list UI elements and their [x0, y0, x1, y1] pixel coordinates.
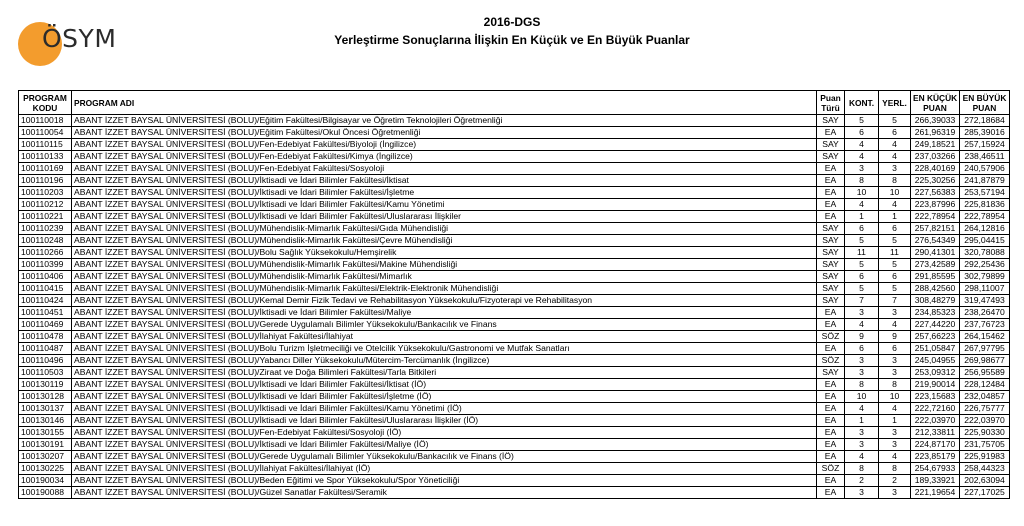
- cell-min-score: 222,03970: [911, 415, 960, 427]
- cell-score-type: EA: [817, 379, 845, 391]
- cell-min-score: 273,42589: [911, 259, 960, 271]
- cell-quota: 5: [845, 259, 879, 271]
- cell-min-score: 254,67933: [911, 463, 960, 475]
- cell-program-name: ABANT İZZET BAYSAL ÜNİVERSİTESİ (BOLU)/Mühendislik-Mimarlık Fakültesi/Çevre Mühendisliği: [72, 235, 817, 247]
- cell-quota: 6: [845, 343, 879, 355]
- cell-program-code: 100110212: [19, 199, 72, 211]
- cell-min-score: 227,56383: [911, 187, 960, 199]
- table-row: [19, 259, 1010, 271]
- cell-placed: 6: [879, 343, 911, 355]
- header-program-code-line1: PROGRAM: [23, 92, 67, 103]
- cell-program-name: ABANT İZZET BAYSAL ÜNİVERSİTESİ (BOLU)/Beden Eğitimi ve Spor Yüksekokulu/Spor Yöneticiliği: [72, 475, 817, 487]
- cell-score-type: EA: [817, 199, 845, 211]
- cell-program-name: ABANT İZZET BAYSAL ÜNİVERSİTESİ (BOLU)/İktisadi ve İdari Bilimler Fakültesi/Kamu Yönetimi (İÖ): [72, 403, 817, 415]
- cell-score-type: EA: [817, 211, 845, 223]
- cell-quota: 3: [845, 367, 879, 379]
- table-row: [19, 439, 1010, 451]
- cell-program-code: 100110203: [19, 187, 72, 199]
- cell-score-type: EA: [817, 391, 845, 403]
- cell-max-score: 295,04415: [960, 235, 1010, 247]
- table-row: [19, 415, 1010, 427]
- cell-max-score: 319,47493: [960, 295, 1010, 307]
- cell-min-score: 221,19654: [911, 487, 960, 499]
- cell-quota: 1: [845, 415, 879, 427]
- cell-min-score: 222,72160: [911, 403, 960, 415]
- cell-score-type: EA: [817, 307, 845, 319]
- table-row: [19, 367, 1010, 379]
- cell-quota: 8: [845, 175, 879, 187]
- cell-max-score: 225,81836: [960, 199, 1010, 211]
- cell-program-name: ABANT İZZET BAYSAL ÜNİVERSİTESİ (BOLU)/Kemal Demir Fizik Tedavi ve Rehabilitasyon Yüksekokulu/Fizyoterapi ve Rehabilitasyon: [72, 295, 817, 307]
- cell-placed: 2: [879, 475, 911, 487]
- cell-program-code: 100190034: [19, 475, 72, 487]
- cell-program-name: ABANT İZZET BAYSAL ÜNİVERSİTESİ (BOLU)/Mühendislik-Mimarlık Fakültesi/Makine Mühendisliği: [72, 259, 817, 271]
- cell-quota: 4: [845, 319, 879, 331]
- cell-program-name: ABANT İZZET BAYSAL ÜNİVERSİTESİ (BOLU)/Fen-Edebiyat Fakültesi/Kimya (İngilizce): [72, 151, 817, 163]
- table-row: [19, 139, 1010, 151]
- cell-min-score: 223,85179: [911, 451, 960, 463]
- cell-min-score: 291,85595: [911, 271, 960, 283]
- cell-max-score: 256,95589: [960, 367, 1010, 379]
- table-row: [19, 343, 1010, 355]
- table-row: [19, 163, 1010, 175]
- cell-program-name: ABANT İZZET BAYSAL ÜNİVERSİTESİ (BOLU)/İktisadi ve İdari Bilimler Fakültesi/İktisat (İÖ): [72, 379, 817, 391]
- cell-placed: 4: [879, 319, 911, 331]
- cell-quota: 3: [845, 307, 879, 319]
- table-row: [19, 475, 1010, 487]
- cell-program-name: ABANT İZZET BAYSAL ÜNİVERSİTESİ (BOLU)/Mühendislik-Mimarlık Fakültesi/Mimarlık: [72, 271, 817, 283]
- cell-quota: 9: [845, 331, 879, 343]
- header-program-name: [72, 91, 817, 115]
- cell-program-code: 100190088: [19, 487, 72, 499]
- cell-program-code: 100130119: [19, 379, 72, 391]
- cell-program-code: 100110496: [19, 355, 72, 367]
- table-row: [19, 187, 1010, 199]
- cell-min-score: 245,04955: [911, 355, 960, 367]
- cell-max-score: 302,79899: [960, 271, 1010, 283]
- table-row: [19, 463, 1010, 475]
- cell-min-score: 290,41301: [911, 247, 960, 259]
- cell-max-score: 269,98677: [960, 355, 1010, 367]
- cell-min-score: 257,66223: [911, 331, 960, 343]
- cell-quota: 5: [845, 235, 879, 247]
- table-row: [19, 115, 1010, 127]
- cell-quota: 2: [845, 475, 879, 487]
- cell-quota: 4: [845, 199, 879, 211]
- table-header-row: [19, 91, 1010, 115]
- cell-program-code: 100110266: [19, 247, 72, 259]
- cell-min-score: 212,33811: [911, 427, 960, 439]
- cell-placed: 8: [879, 379, 911, 391]
- cell-program-code: 100110133: [19, 151, 72, 163]
- cell-program-name: ABANT İZZET BAYSAL ÜNİVERSİTESİ (BOLU)/Eğitim Fakültesi/Okul Öncesi Öğretmenliği: [72, 127, 817, 139]
- cell-program-code: 100130207: [19, 451, 72, 463]
- cell-placed: 4: [879, 403, 911, 415]
- cell-max-score: 238,26470: [960, 307, 1010, 319]
- cell-placed: 3: [879, 307, 911, 319]
- cell-score-type: EA: [817, 319, 845, 331]
- cell-program-code: 100110054: [19, 127, 72, 139]
- cell-min-score: 288,42560: [911, 283, 960, 295]
- cell-score-type: EA: [817, 487, 845, 499]
- cell-max-score: 227,17025: [960, 487, 1010, 499]
- table-row: [19, 247, 1010, 259]
- cell-program-name: ABANT İZZET BAYSAL ÜNİVERSİTESİ (BOLU)/Yabancı Diller Yüksekokulu/Mütercim-Tercümanlık (İngilizce): [72, 355, 817, 367]
- cell-min-score: 227,44220: [911, 319, 960, 331]
- cell-min-score: 223,87996: [911, 199, 960, 211]
- table-body: [19, 115, 1010, 499]
- cell-quota: 3: [845, 487, 879, 499]
- cell-program-name: ABANT İZZET BAYSAL ÜNİVERSİTESİ (BOLU)/Fen-Edebiyat Fakültesi/Sosyoloji (İÖ): [72, 427, 817, 439]
- cell-placed: 10: [879, 391, 911, 403]
- cell-program-name: ABANT İZZET BAYSAL ÜNİVERSİTESİ (BOLU)/İktisadi ve İdari Bilimler Fakültesi/İşletme: [72, 187, 817, 199]
- cell-program-code: 100110487: [19, 343, 72, 355]
- cell-program-name: ABANT İZZET BAYSAL ÜNİVERSİTESİ (BOLU)/Gerede Uygulamalı Bilimler Yüksekokulu/Bankacılık ve Finans: [72, 319, 817, 331]
- cell-program-code: 100110239: [19, 223, 72, 235]
- table-row: [19, 175, 1010, 187]
- cell-min-score: 276,54349: [911, 235, 960, 247]
- page-title: 2016-DGS: [483, 15, 541, 29]
- cell-placed: 10: [879, 187, 911, 199]
- table-row: [19, 223, 1010, 235]
- table-row: [19, 211, 1010, 223]
- cell-placed: 6: [879, 223, 911, 235]
- header-max-score: [960, 91, 1010, 115]
- table-row: [19, 391, 1010, 403]
- cell-placed: 4: [879, 199, 911, 211]
- cell-score-type: SÖZ: [817, 355, 845, 367]
- cell-program-name: ABANT İZZET BAYSAL ÜNİVERSİTESİ (BOLU)/İlahiyat Fakültesi/İlahiyat: [72, 331, 817, 343]
- cell-placed: 3: [879, 427, 911, 439]
- cell-max-score: 253,57194: [960, 187, 1010, 199]
- header-min-score-line2: PUAN: [923, 102, 947, 113]
- cell-score-type: SAY: [817, 295, 845, 307]
- cell-min-score: 261,96319: [911, 127, 960, 139]
- cell-program-name: ABANT İZZET BAYSAL ÜNİVERSİTESİ (BOLU)/Fen-Edebiyat Fakültesi/Biyoloji (İngilizce): [72, 139, 817, 151]
- cell-placed: 11: [879, 247, 911, 259]
- cell-program-name: ABANT İZZET BAYSAL ÜNİVERSİTESİ (BOLU)/İktisadi ve İdari Bilimler Fakültesi/Maliye: [72, 307, 817, 319]
- cell-program-name: ABANT İZZET BAYSAL ÜNİVERSİTESİ (BOLU)/İlahiyat Fakültesi/İlahiyat (İÖ): [72, 463, 817, 475]
- table-row: [19, 403, 1010, 415]
- cell-placed: 3: [879, 367, 911, 379]
- header-max-score-line2: PUAN: [972, 102, 997, 113]
- page-subtitle: Yerleştirme Sonuçlarına İlişkin En Küçük ve En Büyük Puanlar: [334, 33, 690, 47]
- cell-score-type: SAY: [817, 139, 845, 151]
- cell-program-name: ABANT İZZET BAYSAL ÜNİVERSİTESİ (BOLU)/Mühendislik-Mimarlık Fakültesi/Elektrik-Elektronik Mühendisliği: [72, 283, 817, 295]
- cell-min-score: 308,48279: [911, 295, 960, 307]
- cell-max-score: 226,75777: [960, 403, 1010, 415]
- cell-max-score: 320,78088: [960, 247, 1010, 259]
- cell-placed: 6: [879, 271, 911, 283]
- cell-min-score: 219,90014: [911, 379, 960, 391]
- cell-score-type: EA: [817, 403, 845, 415]
- cell-min-score: 251,05847: [911, 343, 960, 355]
- cell-max-score: 225,90330: [960, 427, 1010, 439]
- cell-max-score: 285,39016: [960, 127, 1010, 139]
- table-row: [19, 127, 1010, 139]
- cell-program-code: 100110469: [19, 319, 72, 331]
- cell-min-score: 225,30256: [911, 175, 960, 187]
- cell-program-code: 100110196: [19, 175, 72, 187]
- cell-max-score: 264,15462: [960, 331, 1010, 343]
- cell-quota: 8: [845, 463, 879, 475]
- cell-program-name: ABANT İZZET BAYSAL ÜNİVERSİTESİ (BOLU)/Gerede Uygulamalı Bilimler Yüksekokulu/Bankacılık ve Finans (İÖ): [72, 451, 817, 463]
- cell-min-score: 237,03266: [911, 151, 960, 163]
- cell-quota: 4: [845, 403, 879, 415]
- table-row: [19, 151, 1010, 163]
- cell-program-code: 100130191: [19, 439, 72, 451]
- cell-min-score: 257,82151: [911, 223, 960, 235]
- cell-placed: 4: [879, 451, 911, 463]
- cell-quota: 3: [845, 163, 879, 175]
- cell-quota: 11: [845, 247, 879, 259]
- cell-score-type: EA: [817, 451, 845, 463]
- cell-max-score: 237,76723: [960, 319, 1010, 331]
- header-score-type-line1: Puan: [820, 92, 841, 103]
- table-row: [19, 319, 1010, 331]
- page-header: [0, 14, 1024, 48]
- table-row: [19, 427, 1010, 439]
- cell-program-code: 100130137: [19, 403, 72, 415]
- cell-quota: 3: [845, 427, 879, 439]
- cell-program-code: 100110478: [19, 331, 72, 343]
- cell-quota: 6: [845, 223, 879, 235]
- cell-placed: 5: [879, 235, 911, 247]
- table-row: [19, 331, 1010, 343]
- cell-program-code: 100110221: [19, 211, 72, 223]
- cell-quota: 5: [845, 115, 879, 127]
- cell-placed: 1: [879, 211, 911, 223]
- cell-placed: 3: [879, 487, 911, 499]
- header-program-name-label: PROGRAM ADI: [74, 97, 135, 108]
- cell-quota: 4: [845, 451, 879, 463]
- cell-quota: 6: [845, 271, 879, 283]
- table-row: [19, 355, 1010, 367]
- cell-min-score: 189,33921: [911, 475, 960, 487]
- cell-score-type: EA: [817, 187, 845, 199]
- cell-max-score: 232,04857: [960, 391, 1010, 403]
- cell-program-code: 100110415: [19, 283, 72, 295]
- cell-max-score: 258,44323: [960, 463, 1010, 475]
- header-program-code: [19, 91, 72, 115]
- cell-placed: 3: [879, 163, 911, 175]
- cell-score-type: SAY: [817, 259, 845, 271]
- cell-max-score: 222,03970: [960, 415, 1010, 427]
- table-row: [19, 271, 1010, 283]
- cell-score-type: SÖZ: [817, 331, 845, 343]
- table-row: [19, 379, 1010, 391]
- cell-program-code: 100110399: [19, 259, 72, 271]
- cell-score-type: EA: [817, 163, 845, 175]
- cell-score-type: SAY: [817, 367, 845, 379]
- cell-program-code: 100110424: [19, 295, 72, 307]
- cell-program-name: ABANT İZZET BAYSAL ÜNİVERSİTESİ (BOLU)/İktisadi ve İdari Bilimler Fakültesi/Uluslararası İlişkiler (İÖ): [72, 415, 817, 427]
- cell-score-type: SAY: [817, 283, 845, 295]
- cell-program-name: ABANT İZZET BAYSAL ÜNİVERSİTESİ (BOLU)/Eğitim Fakültesi/Bilgisayar ve Öğretim Teknolojileri Öğretmenliği: [72, 115, 817, 127]
- cell-program-code: 100110503: [19, 367, 72, 379]
- cell-min-score: 266,39033: [911, 115, 960, 127]
- cell-program-name: ABANT İZZET BAYSAL ÜNİVERSİTESİ (BOLU)/İktisadi ve İdari Bilimler Fakültesi/İktisat: [72, 175, 817, 187]
- cell-placed: 5: [879, 283, 911, 295]
- cell-quota: 7: [845, 295, 879, 307]
- table-row: [19, 487, 1010, 499]
- cell-score-type: SAY: [817, 247, 845, 259]
- header-placed-label: YERL.: [882, 97, 907, 108]
- table-row: [19, 235, 1010, 247]
- cell-quota: 3: [845, 355, 879, 367]
- cell-score-type: EA: [817, 415, 845, 427]
- cell-score-type: EA: [817, 127, 845, 139]
- cell-max-score: 225,91983: [960, 451, 1010, 463]
- table-row: [19, 451, 1010, 463]
- header-score-type-line2: Türü: [821, 102, 840, 113]
- cell-max-score: 292,25436: [960, 259, 1010, 271]
- cell-placed: 8: [879, 175, 911, 187]
- cell-score-type: EA: [817, 427, 845, 439]
- cell-quota: 6: [845, 127, 879, 139]
- cell-program-name: ABANT İZZET BAYSAL ÜNİVERSİTESİ (BOLU)/Mühendislik-Mimarlık Fakültesi/Gıda Mühendisliği: [72, 223, 817, 235]
- cell-placed: 5: [879, 259, 911, 271]
- cell-quota: 4: [845, 139, 879, 151]
- cell-score-type: SAY: [817, 235, 845, 247]
- cell-program-code: 100130155: [19, 427, 72, 439]
- cell-program-name: ABANT İZZET BAYSAL ÜNİVERSİTESİ (BOLU)/Ziraat ve Doğa Bilimleri Fakültesi/Tarla Bitkileri: [72, 367, 817, 379]
- cell-placed: 7: [879, 295, 911, 307]
- header-placed: [879, 91, 911, 115]
- cell-placed: 6: [879, 127, 911, 139]
- cell-placed: 5: [879, 115, 911, 127]
- cell-program-name: ABANT İZZET BAYSAL ÜNİVERSİTESİ (BOLU)/Fen-Edebiyat Fakültesi/Sosyoloji: [72, 163, 817, 175]
- cell-max-score: 257,15924: [960, 139, 1010, 151]
- cell-program-code: 100110406: [19, 271, 72, 283]
- cell-program-name: ABANT İZZET BAYSAL ÜNİVERSİTESİ (BOLU)/İktisadi ve İdari Bilimler Fakültesi/Uluslararası İlişkiler: [72, 211, 817, 223]
- header-program-code-line2: KODU: [32, 102, 58, 113]
- cell-min-score: 224,87170: [911, 439, 960, 451]
- table-row: [19, 199, 1010, 211]
- header-quota: [845, 91, 879, 115]
- cell-min-score: 253,09312: [911, 367, 960, 379]
- cell-program-code: 100130128: [19, 391, 72, 403]
- cell-max-score: 222,78954: [960, 211, 1010, 223]
- cell-program-code: 100110115: [19, 139, 72, 151]
- cell-max-score: 238,46511: [960, 151, 1010, 163]
- cell-program-name: ABANT İZZET BAYSAL ÜNİVERSİTESİ (BOLU)/İktisadi ve İdari Bilimler Fakültesi/Kamu Yönetimi: [72, 199, 817, 211]
- cell-max-score: 231,75705: [960, 439, 1010, 451]
- header-score-type: [817, 91, 845, 115]
- cell-program-code: 100110169: [19, 163, 72, 175]
- cell-score-type: SAY: [817, 115, 845, 127]
- cell-placed: 8: [879, 463, 911, 475]
- cell-program-name: ABANT İZZET BAYSAL ÜNİVERSİTESİ (BOLU)/Bolu Turizm İşletmeciliği ve Otelcilik Yüksekokulu/Gastronomi ve Mutfak Sanatları: [72, 343, 817, 355]
- cell-max-score: 202,63094: [960, 475, 1010, 487]
- cell-program-code: 100110248: [19, 235, 72, 247]
- table-row: [19, 307, 1010, 319]
- header-quota-label: KONT.: [848, 97, 875, 108]
- cell-score-type: EA: [817, 439, 845, 451]
- cell-max-score: 267,97795: [960, 343, 1010, 355]
- cell-placed: 3: [879, 355, 911, 367]
- cell-quota: 3: [845, 439, 879, 451]
- cell-max-score: 272,18684: [960, 115, 1010, 127]
- cell-max-score: 240,57906: [960, 163, 1010, 175]
- header-min-score: [911, 91, 960, 115]
- cell-min-score: 228,40169: [911, 163, 960, 175]
- cell-program-code: 100130146: [19, 415, 72, 427]
- cell-score-type: EA: [817, 175, 845, 187]
- cell-placed: 9: [879, 331, 911, 343]
- cell-score-type: EA: [817, 343, 845, 355]
- cell-program-name: ABANT İZZET BAYSAL ÜNİVERSİTESİ (BOLU)/İktisadi ve İdari Bilimler Fakültesi/İşletme (İÖ): [72, 391, 817, 403]
- header-min-score-line1: EN KÜÇÜK: [913, 92, 958, 103]
- table-row: [19, 283, 1010, 295]
- results-table: [18, 90, 1010, 499]
- cell-placed: 3: [879, 439, 911, 451]
- cell-score-type: SAY: [817, 271, 845, 283]
- cell-quota: 10: [845, 187, 879, 199]
- cell-quota: 4: [845, 151, 879, 163]
- cell-quota: 10: [845, 391, 879, 403]
- cell-program-code: 100130225: [19, 463, 72, 475]
- cell-quota: 5: [845, 283, 879, 295]
- cell-min-score: 249,18521: [911, 139, 960, 151]
- cell-max-score: 228,12484: [960, 379, 1010, 391]
- cell-program-code: 100110018: [19, 115, 72, 127]
- cell-program-name: ABANT İZZET BAYSAL ÜNİVERSİTESİ (BOLU)/Bolu Sağlık Yüksekokulu/Hemşirelik: [72, 247, 817, 259]
- cell-placed: 4: [879, 151, 911, 163]
- cell-quota: 8: [845, 379, 879, 391]
- cell-placed: 4: [879, 139, 911, 151]
- cell-max-score: 298,11007: [960, 283, 1010, 295]
- cell-program-name: ABANT İZZET BAYSAL ÜNİVERSİTESİ (BOLU)/Güzel Sanatlar Fakültesi/Seramik: [72, 487, 817, 499]
- cell-score-type: EA: [817, 475, 845, 487]
- header-max-score-line1: EN BÜYÜK: [962, 92, 1007, 103]
- cell-score-type: SAY: [817, 151, 845, 163]
- cell-quota: 1: [845, 211, 879, 223]
- cell-min-score: 222,78954: [911, 211, 960, 223]
- logo-text: ÖSYM: [42, 24, 117, 53]
- cell-min-score: 223,15683: [911, 391, 960, 403]
- table-row: [19, 295, 1010, 307]
- cell-score-type: SÖZ: [817, 463, 845, 475]
- cell-score-type: SAY: [817, 223, 845, 235]
- cell-max-score: 241,87879: [960, 175, 1010, 187]
- cell-program-name: ABANT İZZET BAYSAL ÜNİVERSİTESİ (BOLU)/İktisadi ve İdari Bilimler Fakültesi/Maliye (İÖ): [72, 439, 817, 451]
- cell-min-score: 234,85323: [911, 307, 960, 319]
- cell-placed: 1: [879, 415, 911, 427]
- cell-max-score: 264,12816: [960, 223, 1010, 235]
- cell-program-code: 100110451: [19, 307, 72, 319]
